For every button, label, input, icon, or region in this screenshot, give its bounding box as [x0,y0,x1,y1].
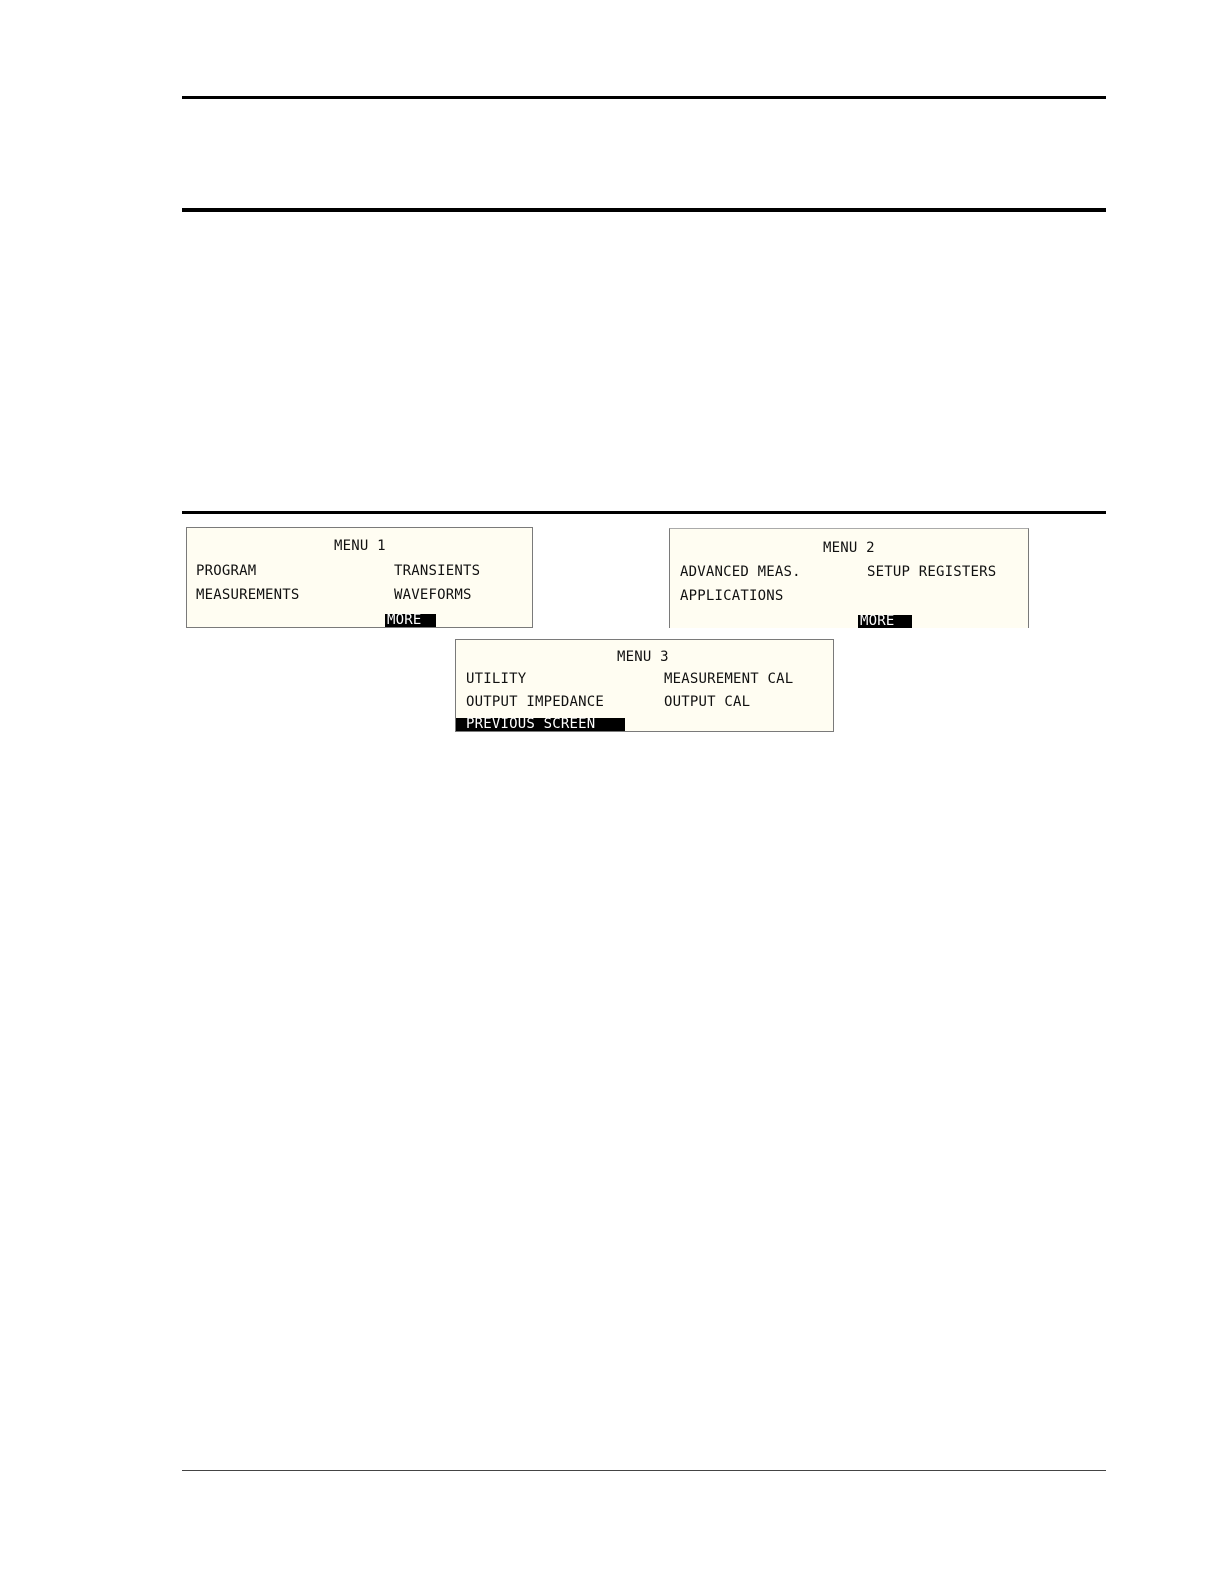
menu1-title: MENU 1 [334,538,386,554]
menu2-item-setup-registers[interactable]: SETUP REGISTERS [867,564,997,580]
section-rule [182,511,1106,514]
menu3-item-measurement-cal[interactable]: MEASUREMENT CAL [664,671,794,687]
menu3-title: MENU 3 [617,649,669,665]
menu3-previous-screen-button[interactable]: PREVIOUS SCREEN [456,718,625,731]
menu2-screen [669,528,1029,628]
menu2-item-advanced-meas[interactable]: ADVANCED MEAS. [680,564,801,580]
menu3-item-output-cal[interactable]: OUTPUT CAL [664,694,751,710]
menu1-more-button[interactable]: MORE [385,614,436,627]
header-rule [182,208,1106,212]
menu3-screen [455,639,834,732]
menu3-item-output-impedance[interactable]: OUTPUT IMPEDANCE [466,694,605,710]
footer-rule [182,1470,1106,1471]
menu1-item-program[interactable]: PROGRAM [196,563,257,579]
menu1-item-waveforms[interactable]: WAVEFORMS [394,587,472,603]
top-rule [182,96,1106,99]
menu2-more-button[interactable]: MORE [858,615,912,628]
menu1-item-measurements[interactable]: MEASUREMENTS [196,587,300,603]
menu1-screen [186,527,533,628]
menu1-item-transients[interactable]: TRANSIENTS [394,563,481,579]
menu3-item-utility[interactable]: UTILITY [466,671,527,687]
menu2-item-applications[interactable]: APPLICATIONS [680,588,784,604]
menu2-title: MENU 2 [823,540,875,556]
